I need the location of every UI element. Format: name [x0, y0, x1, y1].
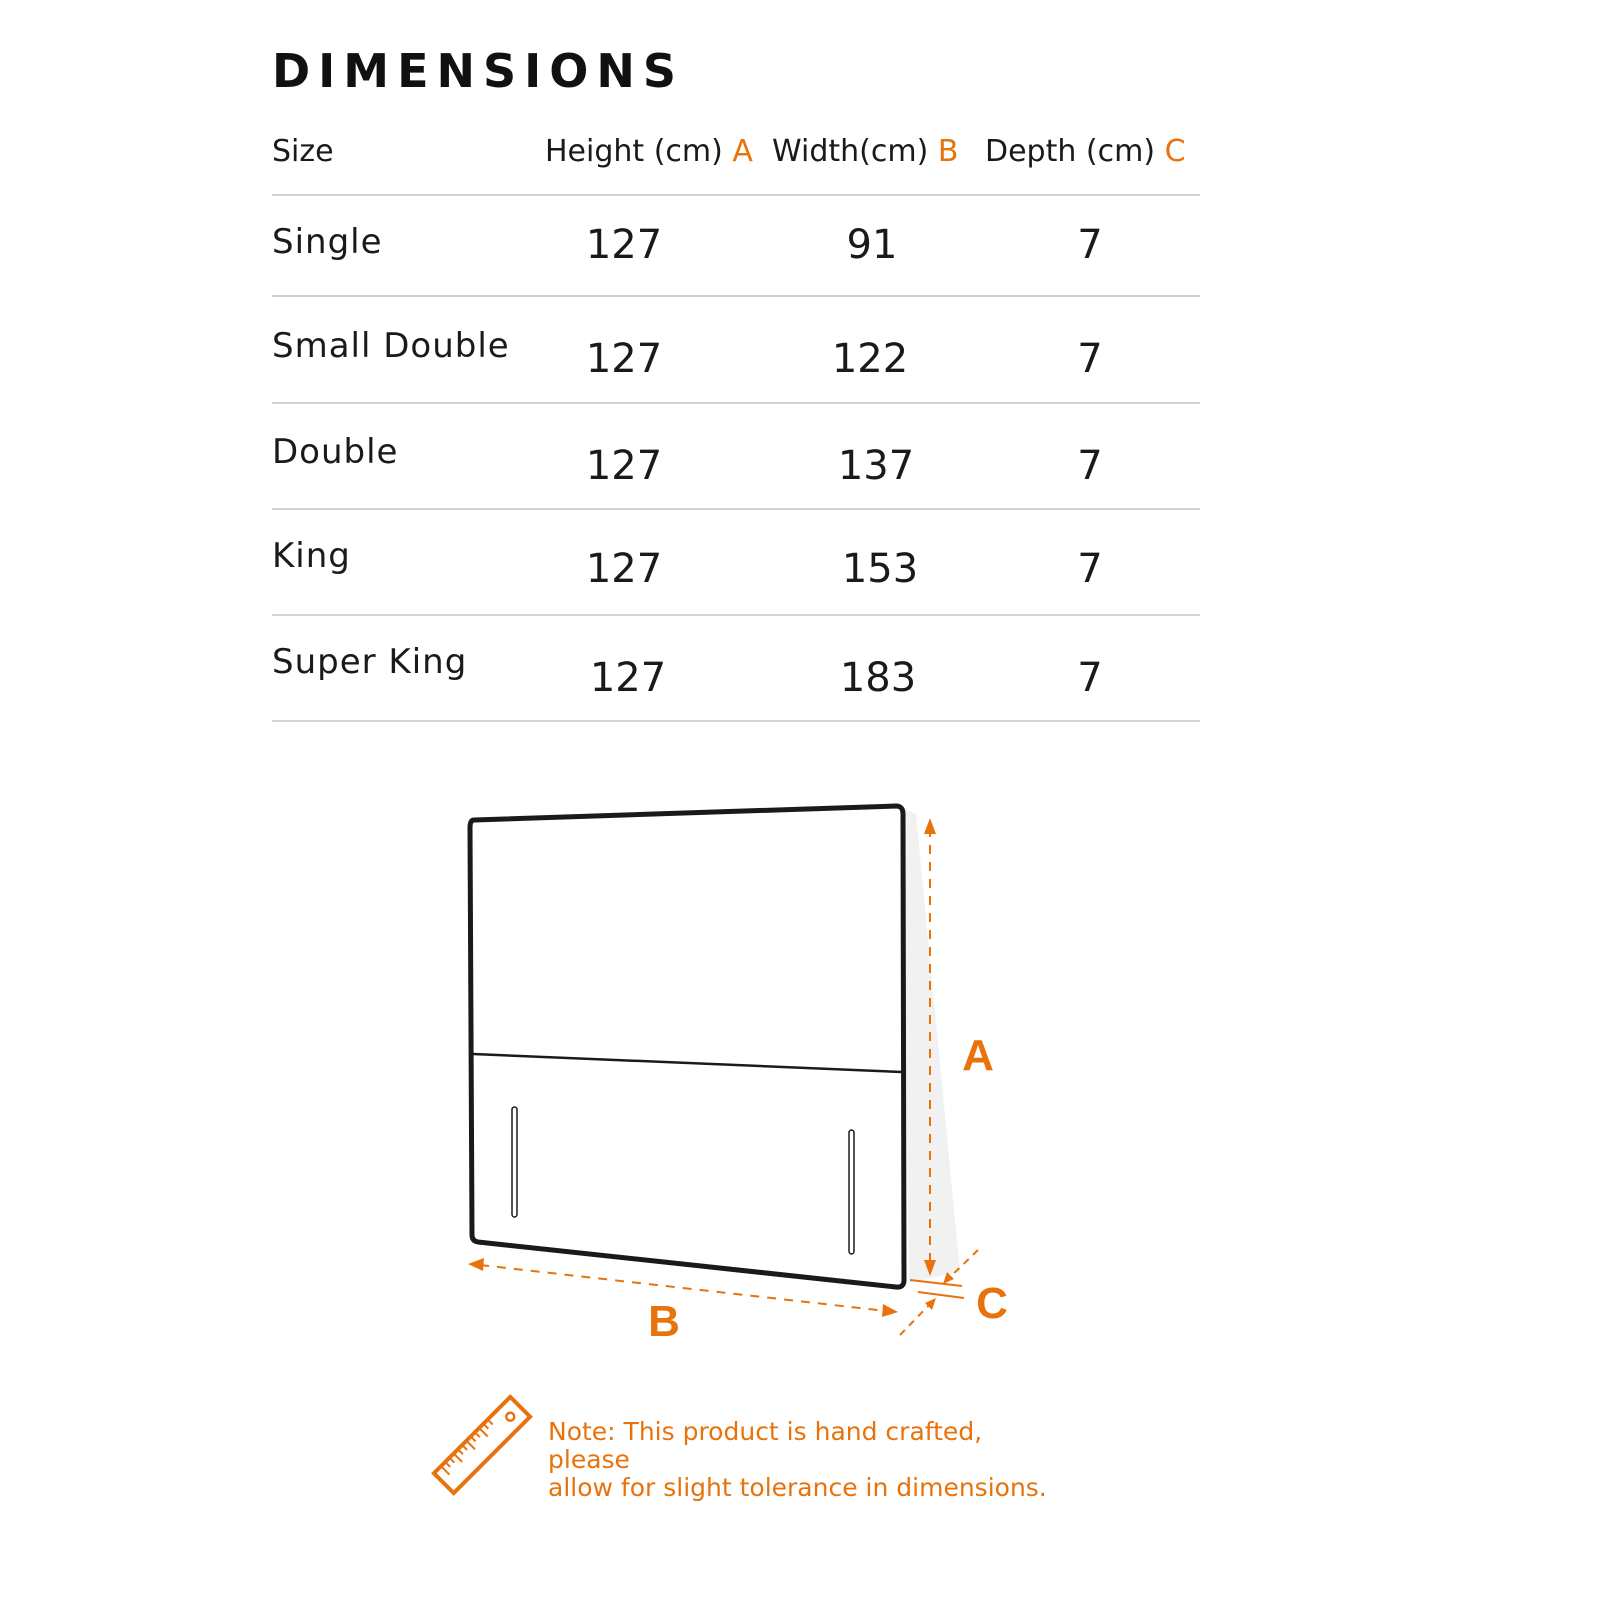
headboard-outline: [470, 806, 904, 1287]
dimension-c-arrow-bottom: [925, 1298, 936, 1310]
header-width-tag: B: [937, 134, 959, 169]
page-title: DIMENSIONS: [272, 44, 684, 98]
header-depth-label: Depth (cm): [985, 134, 1156, 169]
row-height-super-king: 127: [589, 655, 667, 701]
row-size-super-king: Super King: [272, 642, 468, 682]
row-height-single: 127: [585, 222, 663, 268]
tolerance-note: [548, 1418, 1068, 1502]
header-height-tag: A: [732, 134, 753, 169]
row-depth-small-double: 7: [1077, 336, 1103, 382]
header-depth-tag: C: [1164, 134, 1186, 169]
row-width-super-king: 183: [839, 655, 917, 701]
dimension-label-c: C: [976, 1279, 1008, 1328]
row-depth-super-king: 7: [1077, 655, 1103, 701]
strut-left: [512, 1107, 517, 1217]
dimension-b-arrow-right: [882, 1304, 898, 1317]
row-size-single: Single: [272, 222, 383, 262]
header-size: Size: [272, 134, 334, 169]
row-depth-double: 7: [1077, 443, 1103, 489]
ruler-icon: [434, 1397, 530, 1493]
tolerance-note-line1: Note: This product is hand crafted, please: [548, 1417, 983, 1474]
dimension-b-arrow-left: [468, 1258, 484, 1271]
header-width-label: Width(cm): [772, 134, 929, 169]
dimension-a-arrow-top: [924, 818, 936, 834]
dimension-label-b: B: [648, 1297, 680, 1346]
row-depth-single: 7: [1077, 222, 1103, 268]
strut-right: [849, 1130, 854, 1254]
dimension-c-leader-bottom: [900, 1302, 932, 1335]
row-width-double: 137: [837, 443, 915, 489]
dimension-c-tick-2: [918, 1292, 964, 1298]
dimension-c-tick-1: [910, 1280, 962, 1286]
header-height-label: Height (cm): [545, 134, 723, 169]
row-width-single: 91: [846, 222, 898, 268]
dimension-label-a: A: [962, 1031, 994, 1080]
row-width-king: 153: [841, 546, 919, 592]
row-size-small-double: Small Double: [272, 326, 510, 366]
tolerance-note-line2: allow for slight tolerance in dimensions.: [548, 1473, 1047, 1502]
row-size-king: King: [272, 536, 351, 576]
row-height-small-double: 127: [585, 336, 663, 382]
headboard-side-face: [903, 808, 960, 1283]
row-depth-king: 7: [1077, 546, 1103, 592]
row-width-small-double: 122: [831, 336, 909, 382]
row-size-double: Double: [272, 432, 399, 472]
row-height-double: 127: [585, 443, 663, 489]
row-height-king: 127: [585, 546, 663, 592]
